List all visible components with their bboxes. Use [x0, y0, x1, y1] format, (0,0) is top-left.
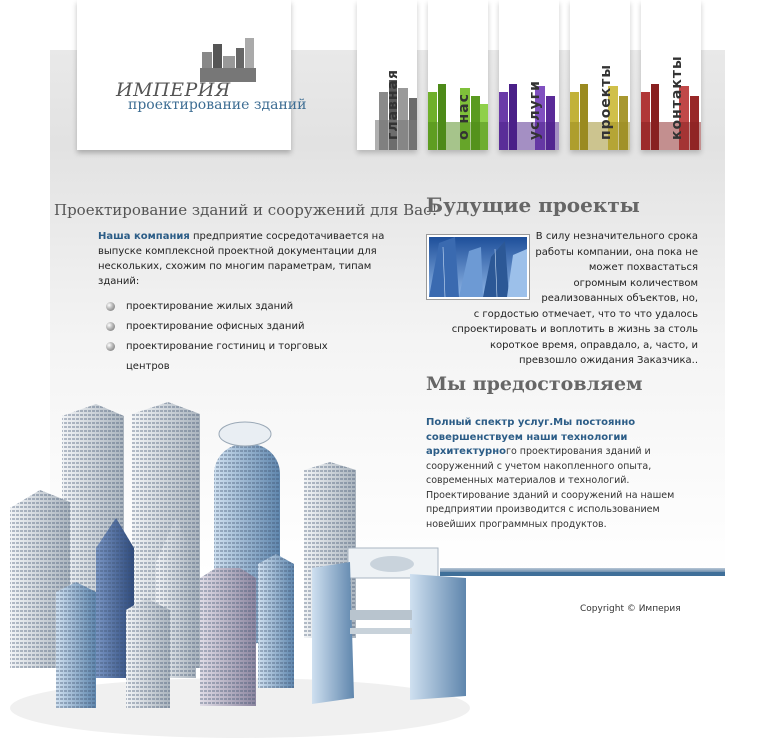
provide-lead: Полный спектр услуг.Мы постоянно совершенствуем наши технологии архитектурно [426, 417, 636, 457]
nav-tab-about[interactable] [428, 0, 488, 150]
nav-tab-home[interactable] [357, 0, 417, 150]
list-item [104, 297, 364, 317]
content-bottom-line [440, 572, 725, 576]
city-illustration [0, 378, 470, 740]
logo-title: ИМПЕРИЯ [116, 79, 231, 101]
logo-buildings-icon [200, 38, 256, 82]
nav-tab-home-label: главная [385, 69, 401, 140]
copyright: Copyright © Империя [580, 604, 681, 614]
nav-tab-projects[interactable] [570, 0, 630, 150]
skyscrapers-photo-icon [429, 237, 527, 297]
list-item [104, 337, 364, 377]
nav-tab-services[interactable] [499, 0, 559, 150]
nav-tab-contacts-label: контакты [669, 55, 685, 140]
nav-tab-projects-label: проекты [598, 63, 614, 140]
bullet-icon [106, 302, 115, 311]
nav-tab-about-label: о нас [456, 93, 472, 140]
bullet-icon [106, 342, 115, 351]
services-list [104, 297, 364, 377]
future-projects-heading: Будущие проекты [426, 193, 640, 217]
nav-tab-services-label: услуги [527, 80, 543, 140]
intro-paragraph [98, 229, 388, 289]
provide-heading: Мы предостовляем [426, 373, 643, 395]
service-label: проектирование гостиниц и торговых центров [126, 341, 328, 372]
intro-text: предприятие сосредотачивается на выпуске комплексной проектной документации для нескольких, схожим по многим параметрам, типам зданий: [98, 231, 385, 287]
list-item [104, 317, 364, 337]
bullet-icon [106, 322, 115, 331]
left-heading: Проектирование зданий и сооружений для Вас! [54, 201, 438, 219]
provide-text: го проектирования зданий и сооруженний с учетом накопленного опыта, современных материалов и технологий. Проектирование зданий и сооружений на нашем предприятии производится с использованием новейших программных продуктов. [426, 446, 675, 530]
logo-panel[interactable] [77, 0, 291, 150]
service-label: проектирование офисных зданий [126, 321, 305, 332]
nav-tab-contacts[interactable] [641, 0, 701, 150]
future-projects-image [426, 234, 530, 300]
logo-subtitle: проектирование зданий [128, 97, 307, 113]
service-label: проектирование жилых зданий [126, 301, 294, 312]
future-projects-body: В силу незначительного срока работы компании, она пока не может похвастаться огромным количеством реализованных объектов, но, с гордостью отмечает, что то что удалось спроектировать и воплотить в жизнь за столь короткое время, оправдало, а, часто, и превзошло ожидания Заказчика.. [451, 231, 698, 366]
intro-lead-link[interactable]: Наша компания [98, 231, 190, 242]
